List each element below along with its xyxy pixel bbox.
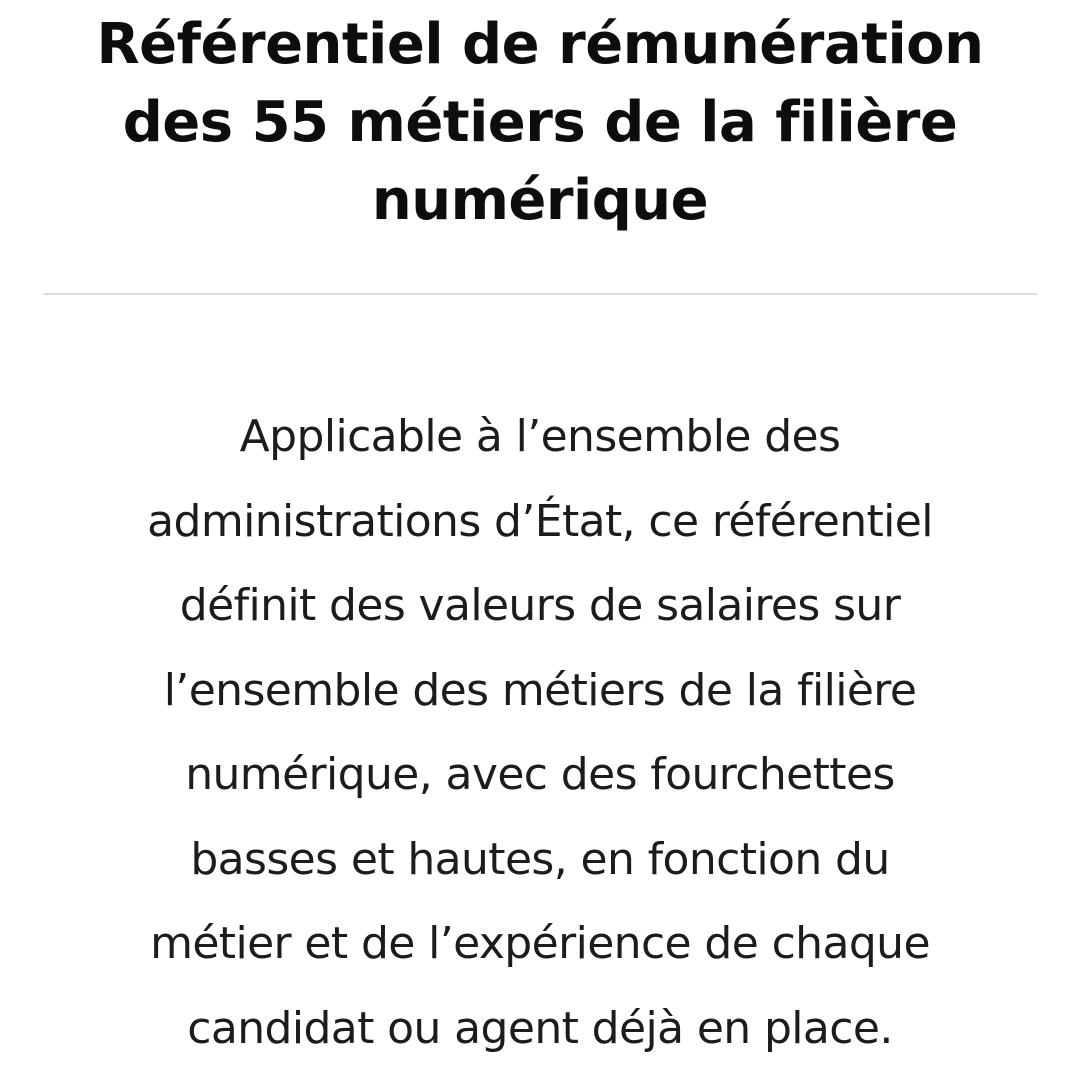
page-title-line: des 55 métiers de la filière <box>40 84 1040 162</box>
lead-line: Applicable à l’ensemble des <box>40 395 1040 480</box>
lead-line: basses et hautes, en fonction du <box>40 818 1040 903</box>
page-title-line: numérique <box>40 162 1040 240</box>
lead-line: l’ensemble des métiers de la filière <box>40 649 1040 734</box>
lead-line: définit des valeurs de salaires sur <box>40 564 1040 649</box>
lead-paragraph <box>40 395 1040 1071</box>
lead-line: métier et de l’expérience de chaque <box>40 902 1040 987</box>
lead-line: candidat ou agent déjà en place. <box>40 987 1040 1071</box>
page-title <box>40 6 1040 240</box>
page-title-line: Référentiel de rémunération <box>40 6 1040 84</box>
lead-line: numérique, avec des fourchettes <box>40 733 1040 818</box>
title-divider <box>44 293 1037 295</box>
lead-line: administrations d’État, ce référentiel <box>40 480 1040 565</box>
